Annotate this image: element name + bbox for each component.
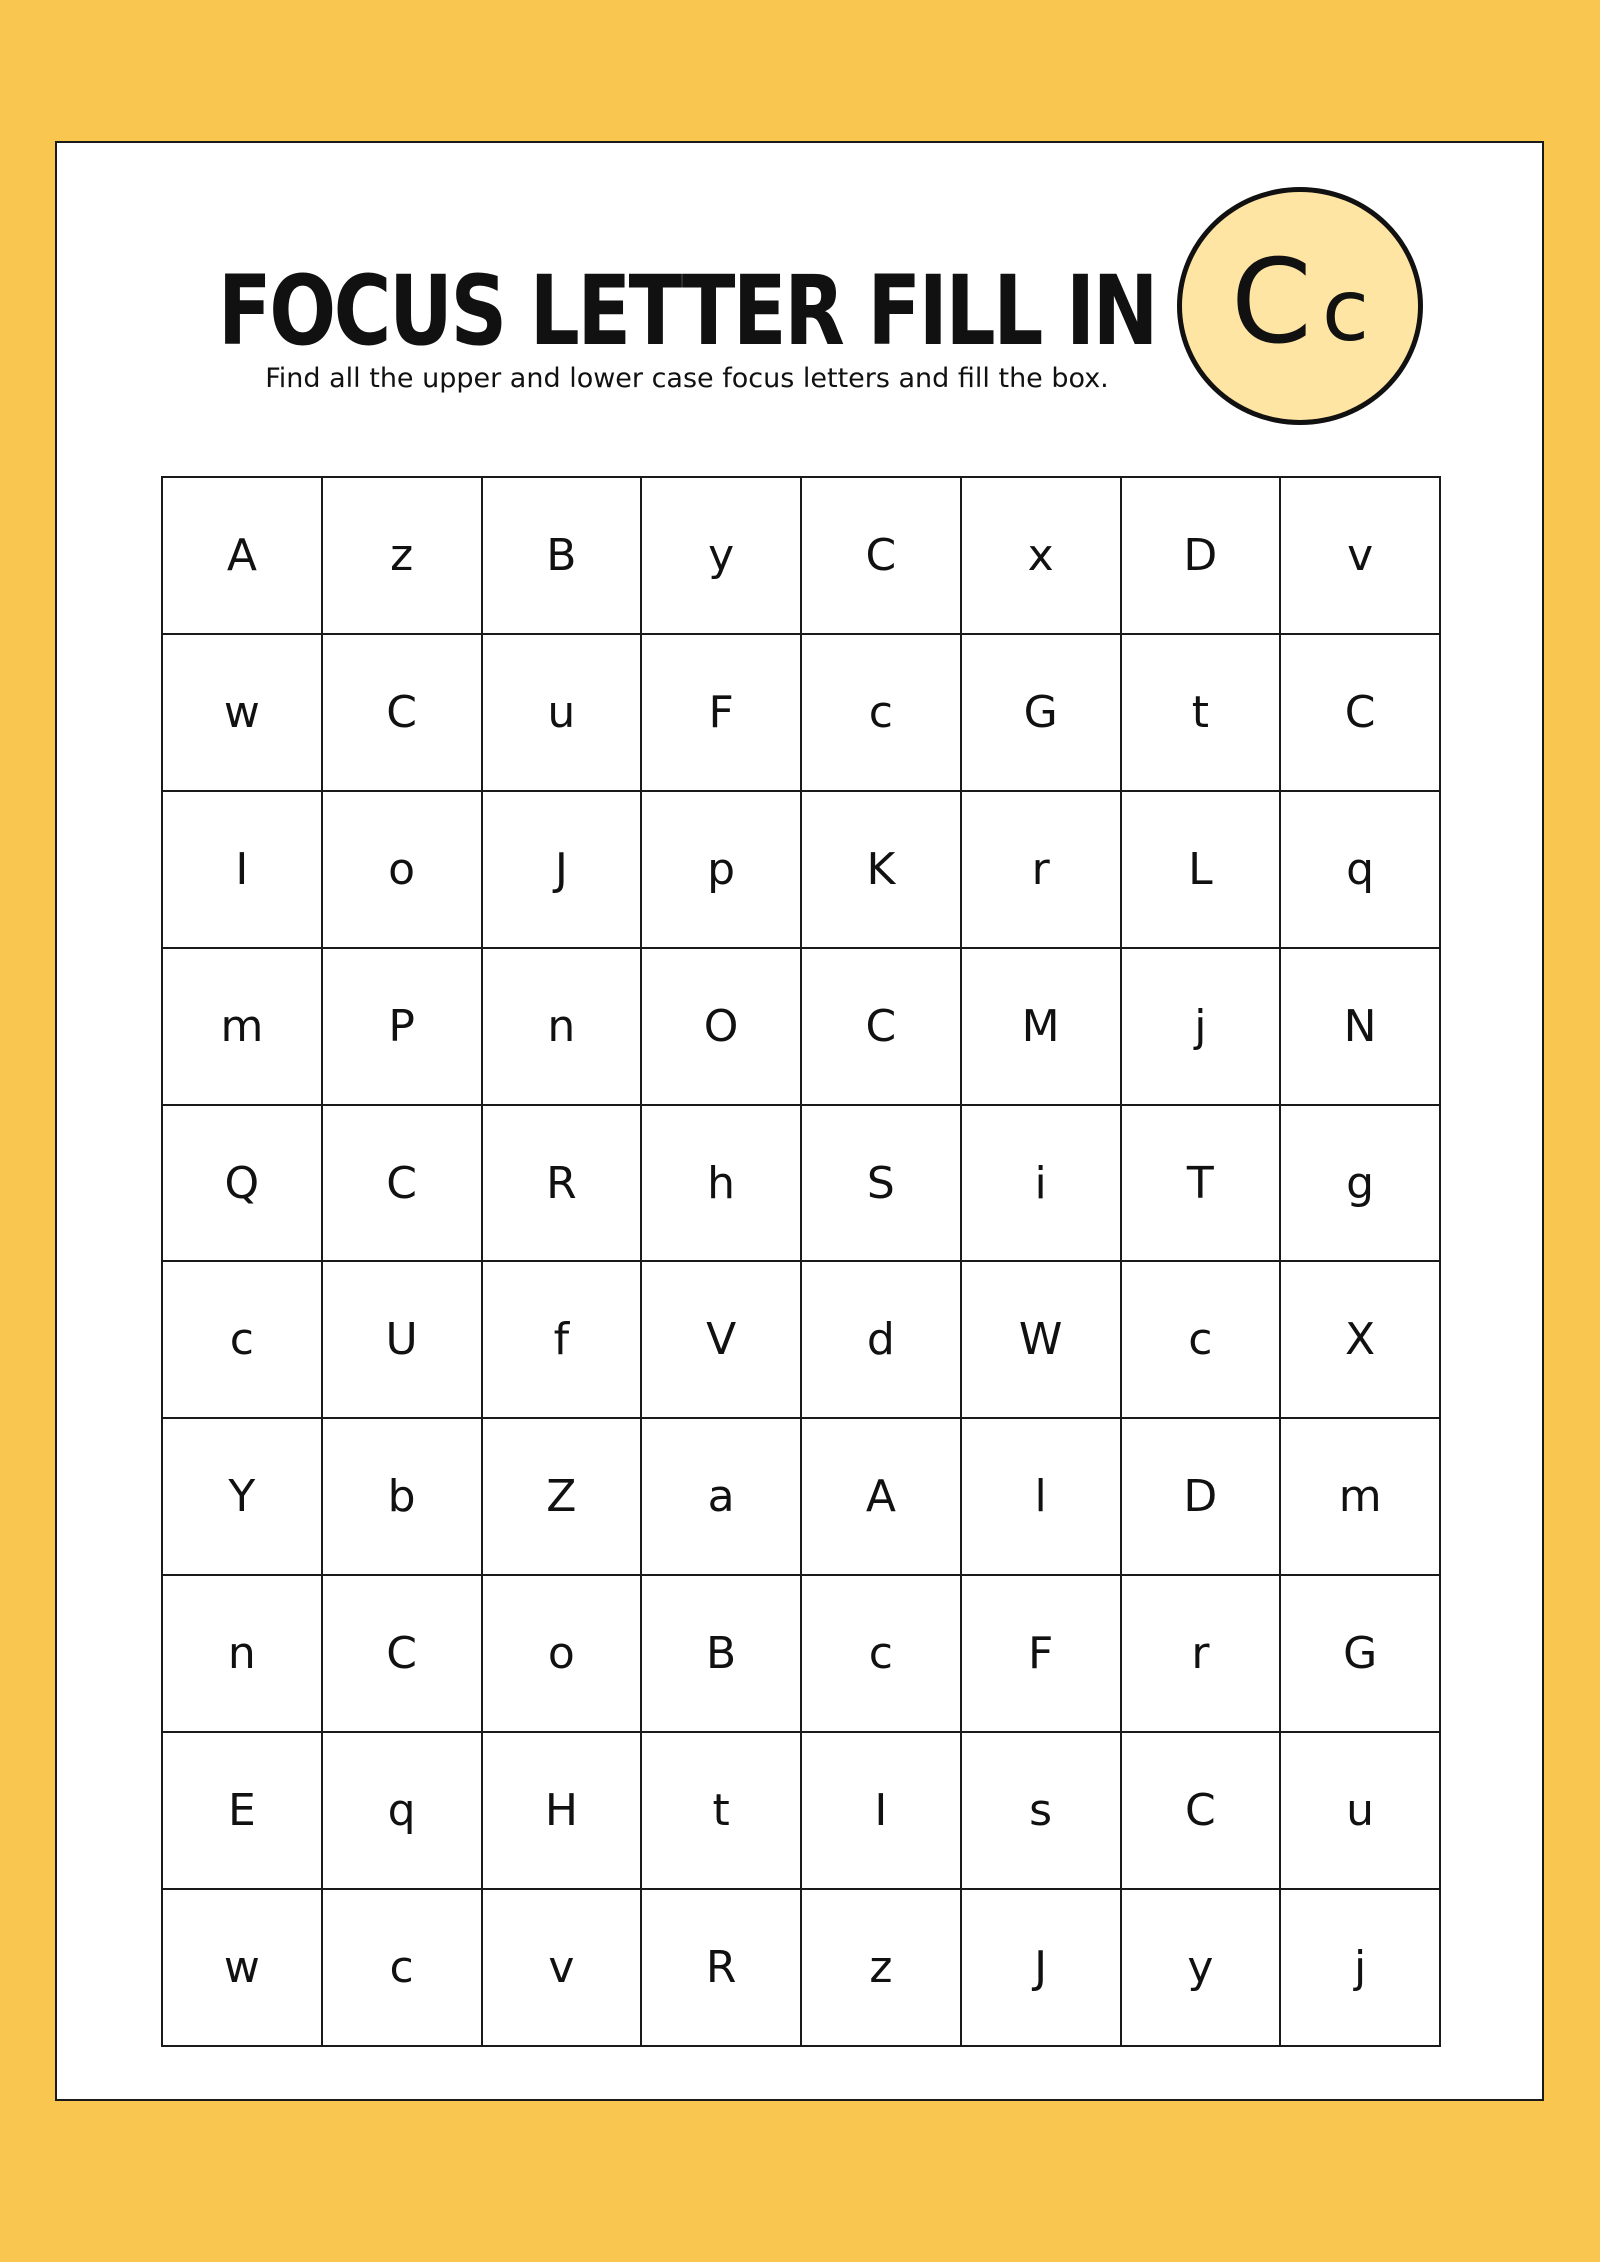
letter-cell[interactable]: t: [642, 1733, 802, 1890]
letter-cell[interactable]: f: [483, 1262, 643, 1419]
letter-cell[interactable]: l: [962, 1419, 1122, 1576]
letter-cell[interactable]: B: [642, 1576, 802, 1733]
letter-cell[interactable]: y: [642, 478, 802, 635]
letter-cell[interactable]: O: [642, 949, 802, 1106]
letter-cell[interactable]: B: [483, 478, 643, 635]
letter-cell[interactable]: v: [1281, 478, 1441, 635]
letter-cell[interactable]: F: [962, 1576, 1122, 1733]
letter-cell[interactable]: V: [642, 1262, 802, 1419]
instructions-text: Find all the upper and lower case focus letters and fill the box.: [265, 363, 1109, 394]
letter-cell[interactable]: u: [1281, 1733, 1441, 1890]
letter-cell[interactable]: C: [1281, 635, 1441, 792]
letter-cell[interactable]: u: [483, 635, 643, 792]
letter-cell[interactable]: x: [962, 478, 1122, 635]
letter-cell[interactable]: Z: [483, 1419, 643, 1576]
letter-cell[interactable]: C: [802, 949, 962, 1106]
letter-cell[interactable]: t: [1122, 635, 1282, 792]
letter-cell[interactable]: r: [962, 792, 1122, 949]
letter-cell[interactable]: c: [802, 635, 962, 792]
letter-cell[interactable]: q: [1281, 792, 1441, 949]
letter-cell[interactable]: D: [1122, 1419, 1282, 1576]
page-title: FOCUS LETTER FILL IN: [217, 255, 1157, 367]
letter-cell[interactable]: i: [962, 1106, 1122, 1263]
letter-cell[interactable]: Y: [163, 1419, 323, 1576]
letter-cell[interactable]: F: [642, 635, 802, 792]
letter-cell[interactable]: v: [483, 1890, 643, 2047]
letter-cell[interactable]: Q: [163, 1106, 323, 1263]
letter-cell[interactable]: A: [802, 1419, 962, 1576]
letter-cell[interactable]: p: [642, 792, 802, 949]
letter-cell[interactable]: c: [163, 1262, 323, 1419]
letter-cell[interactable]: g: [1281, 1106, 1441, 1263]
letter-cell[interactable]: C: [1122, 1733, 1282, 1890]
focus-letter-badge: [1177, 187, 1423, 425]
letter-cell[interactable]: b: [323, 1419, 483, 1576]
letter-grid: [161, 476, 1441, 2047]
letter-cell[interactable]: o: [483, 1576, 643, 1733]
letter-cell[interactable]: C: [802, 478, 962, 635]
focus-letter-lower: c: [1321, 261, 1370, 361]
letter-cell[interactable]: n: [483, 949, 643, 1106]
letter-cell[interactable]: j: [1281, 1890, 1441, 2047]
letter-cell[interactable]: R: [642, 1890, 802, 2047]
letter-cell[interactable]: c: [323, 1890, 483, 2047]
worksheet-page: [55, 141, 1544, 2101]
letter-cell[interactable]: s: [962, 1733, 1122, 1890]
letter-cell[interactable]: I: [163, 792, 323, 949]
letter-cell[interactable]: E: [163, 1733, 323, 1890]
letter-cell[interactable]: m: [163, 949, 323, 1106]
letter-cell[interactable]: H: [483, 1733, 643, 1890]
letter-cell[interactable]: L: [1122, 792, 1282, 949]
letter-cell[interactable]: K: [802, 792, 962, 949]
letter-cell[interactable]: I: [802, 1733, 962, 1890]
letter-cell[interactable]: G: [1281, 1576, 1441, 1733]
letter-cell[interactable]: C: [323, 1576, 483, 1733]
letter-cell[interactable]: y: [1122, 1890, 1282, 2047]
letter-cell[interactable]: T: [1122, 1106, 1282, 1263]
letter-cell[interactable]: U: [323, 1262, 483, 1419]
letter-cell[interactable]: J: [483, 792, 643, 949]
letter-cell[interactable]: h: [642, 1106, 802, 1263]
letter-cell[interactable]: z: [802, 1890, 962, 2047]
letter-cell[interactable]: w: [163, 635, 323, 792]
letter-cell[interactable]: q: [323, 1733, 483, 1890]
letter-cell[interactable]: z: [323, 478, 483, 635]
letter-cell[interactable]: w: [163, 1890, 323, 2047]
letter-cell[interactable]: m: [1281, 1419, 1441, 1576]
letter-cell[interactable]: a: [642, 1419, 802, 1576]
letter-cell[interactable]: W: [962, 1262, 1122, 1419]
letter-cell[interactable]: A: [163, 478, 323, 635]
letter-cell[interactable]: d: [802, 1262, 962, 1419]
letter-cell[interactable]: J: [962, 1890, 1122, 2047]
letter-cell[interactable]: C: [323, 1106, 483, 1263]
letter-cell[interactable]: D: [1122, 478, 1282, 635]
letter-cell[interactable]: S: [802, 1106, 962, 1263]
letter-cell[interactable]: r: [1122, 1576, 1282, 1733]
letter-cell[interactable]: R: [483, 1106, 643, 1263]
letter-cell[interactable]: j: [1122, 949, 1282, 1106]
letter-cell[interactable]: C: [323, 635, 483, 792]
letter-cell[interactable]: o: [323, 792, 483, 949]
letter-cell[interactable]: G: [962, 635, 1122, 792]
letter-cell[interactable]: n: [163, 1576, 323, 1733]
letter-cell[interactable]: P: [323, 949, 483, 1106]
letter-cell[interactable]: c: [802, 1576, 962, 1733]
letter-cell[interactable]: X: [1281, 1262, 1441, 1419]
letter-cell[interactable]: N: [1281, 949, 1441, 1106]
letter-cell[interactable]: M: [962, 949, 1122, 1106]
focus-letter-upper: C: [1230, 235, 1312, 370]
letter-cell[interactable]: c: [1122, 1262, 1282, 1419]
